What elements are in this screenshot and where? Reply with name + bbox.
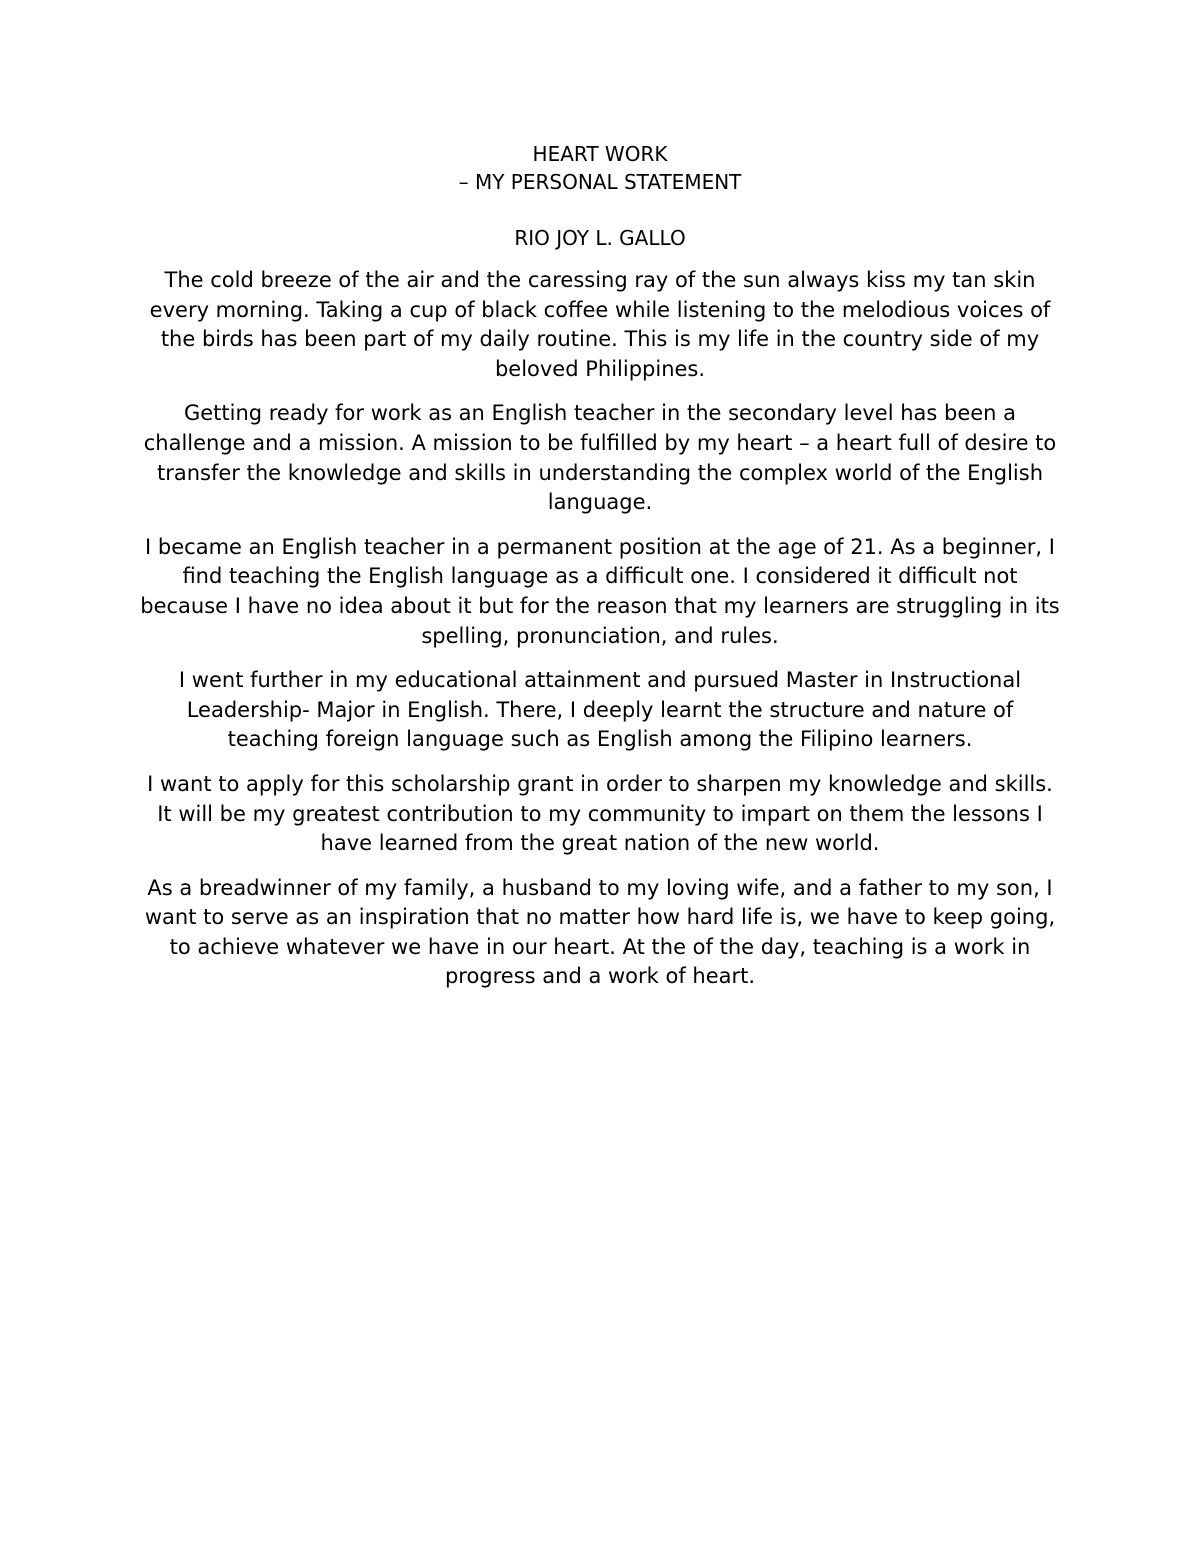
document-title: HEART WORK xyxy=(532,142,668,166)
paragraph-6: As a breadwinner of my family, a husband to my loving wife, and a father to my son, I want to serve as an inspiration that no matter how hard life is, we have to keep going, to achieve whatever we have in our heart. At the of the day, teaching is a work in progress and a work of heart. xyxy=(144,875,1056,989)
paragraph-5: I want to apply for this scholarship grant in order to sharpen my knowledge and skills. It will be my greatest contribution to my community to impart on them the lessons I have learned from the great nation of the new world. xyxy=(147,771,1053,856)
paragraph-3: I became an English teacher in a permanent position at the age of 21. As a beginner, I find teaching the English language as a difficult one. I considered it difficult not because I have no idea about it but for the reason that my learners are struggling in its spelling, pronunciation, and rules. xyxy=(140,534,1060,648)
paragraph-1: The cold breeze of the air and the caressing ray of the sun always kiss my tan skin every morning. Taking a cup of black coffee while listening to the melodious voices of the birds has been part of my daily routine. This is my life in the country side of my beloved Philippines. xyxy=(149,268,1051,381)
paragraph-4: I went further in my educational attainment and pursued Master in Instructional Leadership- Major in English. There, I deeply learnt the structure and nature of teaching foreign language such as English among the Filipino learners. xyxy=(178,668,1022,752)
document-body xyxy=(140,140,1060,1007)
paragraph-2: Getting ready for work as an English teacher in the secondary level has been a challenge and a mission. A mission to be fulfilled by my heart – a heart full of desire to transfer the knowledge and skills in understanding the complex world of the English language. xyxy=(143,401,1057,515)
document-subtitle: – MY PERSONAL STATEMENT xyxy=(458,170,742,194)
author-name: RIO JOY L. GALLO xyxy=(514,226,686,250)
